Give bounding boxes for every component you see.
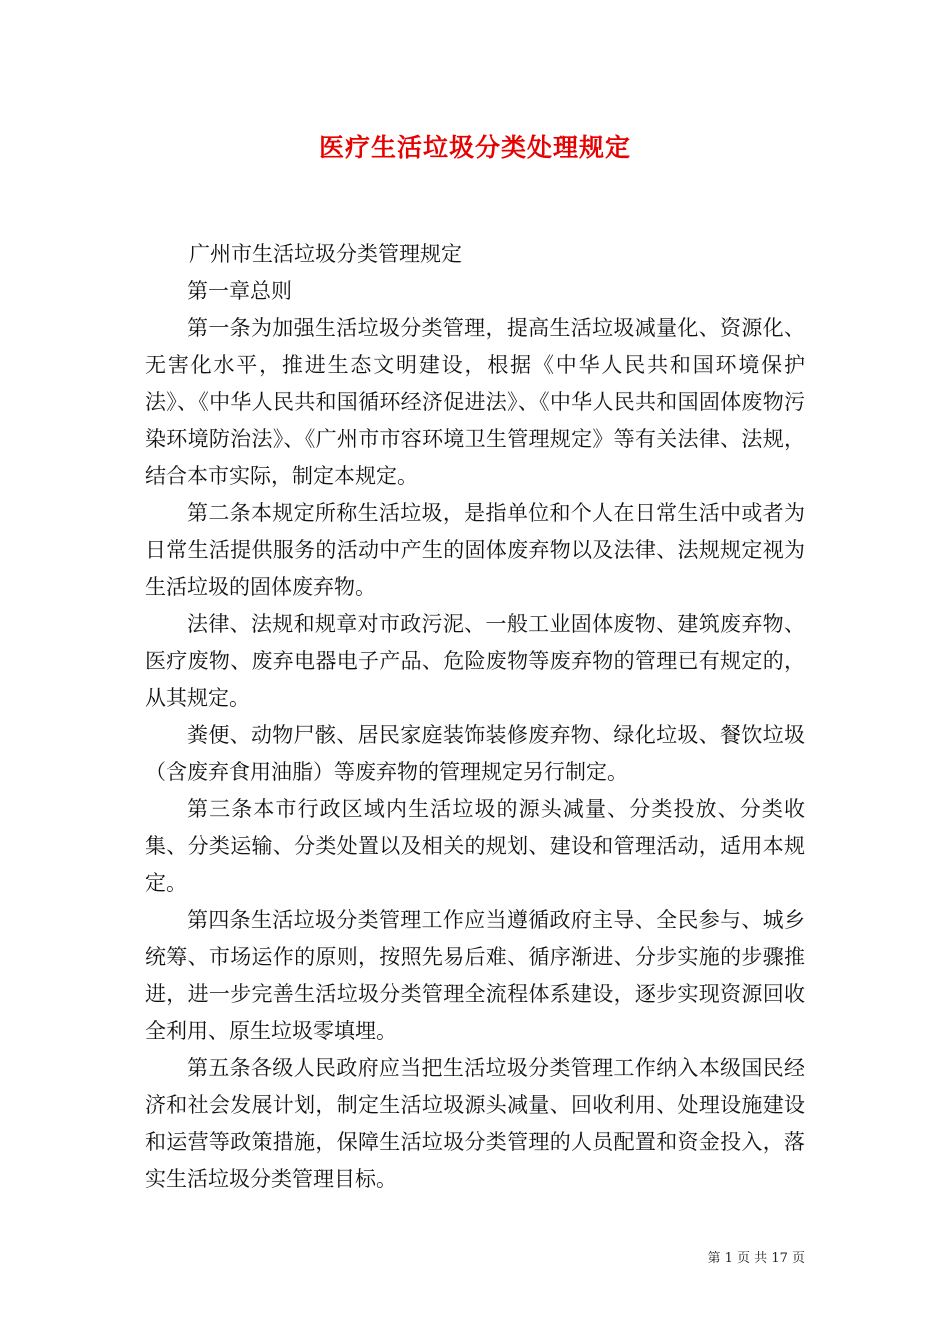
document-body <box>145 236 805 1198</box>
page-number-footer: 第 1 页 共 17 页 <box>707 1251 805 1266</box>
document-subtitle: 广州市生活垃圾分类管理规定 <box>189 242 462 266</box>
paragraph-article-5: 第五条各级人民政府应当把生活垃圾分类管理工作纳入本级国民经济和社会发展计划，制定生活垃圾源头减量、回收利用、处理设施建设和运营等政策措施，保障生活垃圾分类管理的人员配置和资金投入，落实生活垃圾分类管理目标。 <box>145 1056 805 1191</box>
paragraph-article-2-clause-2: 法律、法规和规章对市政污泥、一般工业固体废物、建筑废弃物、医疗废物、废弃电器电子产品、危险废物等废弃物的管理已有规定的，从其规定。 <box>145 612 805 710</box>
paragraph-article-2-clause-3: 粪便、动物尸骸、居民家庭装饰装修废弃物、绿化垃圾、餐饮垃圾（含废弃食用油脂）等废弃物的管理规定另行制定。 <box>145 723 805 784</box>
paragraph-article-4: 第四条生活垃圾分类管理工作应当遵循政府主导、全民参与、城乡统筹、市场运作的原则，按照先易后难、循序渐进、分步实施的步骤推进，进一步完善生活垃圾分类管理全流程体系建设，逐步实现资源回收全利用、原生垃圾零填埋。 <box>145 908 805 1043</box>
document-title: 医疗生活垃圾分类处理规定 <box>318 133 631 162</box>
paragraph-article-2: 第二条本规定所称生活垃圾，是指单位和个人在日常生活中或者为日常生活提供服务的活动中产生的固体废弃物以及法律、法规规定视为生活垃圾的固体废弃物。 <box>145 501 805 599</box>
chapter-heading: 第一章总则 <box>187 279 292 303</box>
paragraph-article-1: 第一条为加强生活垃圾分类管理，提高生活垃圾减量化、资源化、无害化水平，推进生态文明建设，根据《中华人民共和国环境保护法》、《中华人民共和国循环经济促进法》、《中华人民共和国固体废物污染环境防治法》、《广州市市容环境卫生管理规定》等有关法律、法规，结合本市实际，制定本规定。 <box>145 316 805 488</box>
paragraph-article-3: 第三条本市行政区域内生活垃圾的源头减量、分类投放、分类收集、分类运输、分类处置以及相关的规划、建设和管理活动，适用本规定。 <box>145 797 805 895</box>
